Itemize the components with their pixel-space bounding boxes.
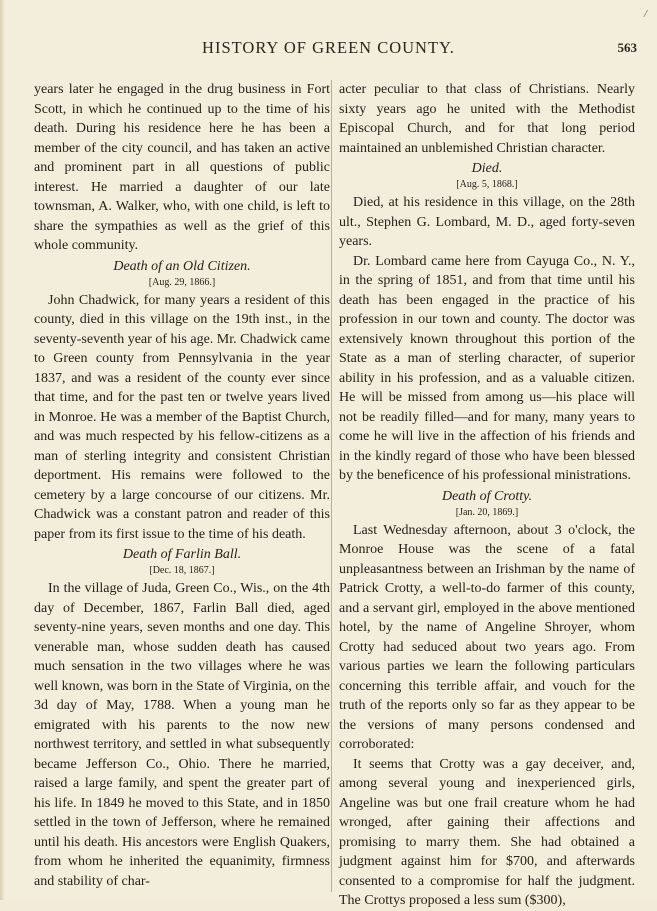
section-date: [Aug. 29, 1866.] bbox=[148, 276, 216, 288]
page-edge-shadow bbox=[0, 0, 5, 900]
paragraph: years later he engaged in the drug business in Fort Scott, in which he continued up to the time of his death. During his residence here he has been a member of the city council, and has taken an active and prominent part in all questions of public interest. He married a daughter of our late townsman, A. Walker, who, with one child, is left to share the sympathies as well as the grief of this whole community. bbox=[34, 82, 330, 253]
paragraph: Dr. Lombard came here from Cayuga Co., N. Y., in the spring of 1851, and from that time until his death has been engaged in the practice of his profession in our town and county. The doctor was extensively known throughout this portion of the State as a man of sterling character, of superior ability in his profession, and as a valuable citizen. He will be missed from among us—his place will not be readily filled—and for many, many years to come he will live in the affection of his friends and in the kindly regard of those who have been blessed by the beneficence of his professional ministrations. bbox=[339, 253, 635, 483]
running-title: HISTORY OF GREEN COUNTY. bbox=[202, 38, 455, 57]
section-date: [Dec. 18, 1867.] bbox=[149, 565, 215, 576]
paragraph: acter peculiar to that class of Christians. Nearly sixty years ago he united with the Methodist Episcopal Church, and for that long period maintained an unblemished Christian character. bbox=[339, 82, 635, 156]
section-date: [Jan. 20, 1869.] bbox=[455, 506, 519, 518]
section-heading: Death of an Old Citizen. bbox=[113, 258, 251, 274]
paragraph: Died, at his residence in this village, on the 28th ult., Stephen G. Lombard, M. D., aged forty-seven years. bbox=[339, 195, 635, 249]
section-heading: Died. bbox=[471, 161, 503, 176]
page-number: 563 bbox=[617, 40, 637, 55]
paragraph: Last Wednesday afternoon, about 3 o'clock, the Monroe House was the scene of a fatal unpleasantness between an Irishman by the name of Patrick Crotty, a well-to-do farmer of this county, and a servant girl, employed in the above mentioned hotel, by the name of Angeline Shroyer, whom Crotty had seduced about two years ago. From various parties we learn the following particulars concerning this terrible affair, and vouch for the truth of the reports only so far as they appear to be the versions of many persons condensed and corroborated: bbox=[339, 522, 635, 752]
paragraph: It seems that Crotty was a gay deceiver, and, among several young and inexperienced girls, Angeline was but one frail creature whom he had wronged, after gaining their affections and promising to marry them. She had obtained a judgment against him for $700, and afterwards consented to a compromise for half the judgment. The Crottys proposed a less sum ($300), bbox=[339, 756, 635, 908]
section-heading: Death of Farlin Ball. bbox=[122, 547, 242, 562]
column-divider bbox=[331, 80, 332, 892]
corner-mark: / bbox=[644, 8, 648, 20]
left-column bbox=[34, 80, 330, 891]
paragraph: In the village of Juda, Green Co., Wis., on the 4th day of December, 1867, Farlin Ball died, aged seventy-nine years, seven months and one day. This venerable man, whose sudden death has caused much sensation in the two villages where he was well known, was born in the State of Virginia, on the 3d day of May, 1788. When a young man he emigrated with his parents to the now new northwest territory, and settled in what subsequently became Jefferson Co., Ohio. There he married, raised a large family, and spent the greater part of his life. In 1849 he moved to this State, and in 1850 settled in the town of Jefferson, where he remained until his death. His ancestors were English Quakers, from whom he inherited the equanimity, firmness and stability of char- bbox=[34, 581, 330, 889]
section-date: [Aug. 5, 1868.] bbox=[456, 179, 518, 190]
section-heading: Death of Crotty. bbox=[441, 488, 533, 504]
paragraph: John Chadwick, for many years a resident of this county, died in this village on the 19th inst., in the seventy-seventh year of his age. Mr. Chadwick came to Green county from Pennsylvania in the year 1837, and was a resident of the county ever since that time, and for the past ten or twelve years lived in Monroe. He was a member of the Baptist Church, and was much respected by his fellow-citizens as a man of sterling integrity and consistent Christian deportment. His remains were followed to the cemetery by a large concourse of our citizens. Mr. Chadwick was a constant patron and reader of this paper from its first issue to the time of his death. bbox=[34, 292, 330, 542]
page-header bbox=[0, 36, 657, 60]
right-column bbox=[339, 80, 635, 911]
